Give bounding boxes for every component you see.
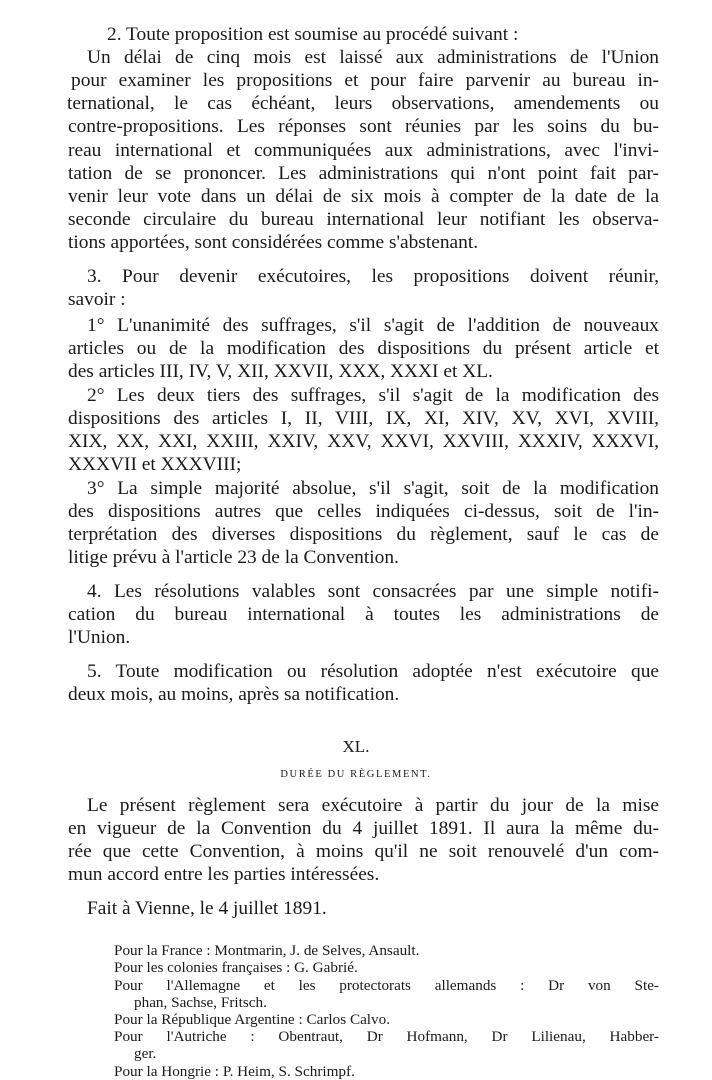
section-title: DURÉE DU RÈGLEMENT. <box>280 769 432 780</box>
text-line: articles ou de la modification des dispositions du présent article et <box>68 338 659 359</box>
text-line: terprétation des diverses dispositions du règlement, sauf le cas de <box>68 524 659 545</box>
text-line: savoir : <box>68 289 126 310</box>
signature-line: Pour la République Argentine : Carlos Calvo. <box>114 1010 391 1028</box>
text-line: litige prévu à l'article 23 de la Convention. <box>68 547 399 568</box>
text-line: ternational, le cas échéant, leurs observations, amendements ou <box>67 93 659 114</box>
text-line: cation du bureau international à toutes les administrations de <box>68 604 659 625</box>
section-number: XL. <box>342 737 370 756</box>
text-line: rée que cette Convention, à moins qu'il ne soit renouvelé d'un com- <box>68 841 659 862</box>
signature-line: Pour les colonies françaises : G. Gabrié. <box>114 959 358 977</box>
text-line: venir leur vote dans un délai de six mois à compter de la date de la <box>68 186 659 207</box>
text-line: seconde circulaire du bureau international leur notifiant les observa- <box>68 209 659 230</box>
text-line: mun accord entre les parties intéressées. <box>68 864 380 885</box>
text-line: des dispositions autres que celles indiquées ci-dessus, soit de l'in- <box>68 501 659 522</box>
text-line: 2° Les deux tiers des suffrages, s'il s'agit de la modification des <box>87 385 659 406</box>
signature-line: Pour la France : Montmarin, J. de Selves, Ansault. <box>114 942 420 960</box>
text-line: XXXVII et XXXVIII; <box>68 454 242 475</box>
text-line: XIX, XX, XXI, XXIII, XXIV, XXV, XXVI, XXVIII, XXXIV, XXXVI, <box>68 431 659 452</box>
signature-line: Pour l'Allemagne et les protectorats allemands : Dr von Ste- <box>114 976 659 994</box>
signature-line: ger. <box>134 1045 157 1063</box>
text-line: en vigueur de la Convention du 4 juillet 1891. Il aura la même du- <box>68 818 659 839</box>
text-line: 2. Toute proposition est soumise au procédé suivant : <box>107 24 519 45</box>
text-line: deux mois, au moins, après sa notification. <box>68 684 400 705</box>
text-line: 5. Toute modification ou résolution adoptée n'est exécutoire que <box>87 661 659 682</box>
text-line: 1° L'unanimité des suffrages, s'il s'agit de l'addition de nouveaux <box>87 315 659 336</box>
text-line: contre-propositions. Les réponses sont réunies par les soins du bu- <box>68 116 659 137</box>
text-line: reau international et communiquées aux administrations, avec l'invi- <box>68 140 659 161</box>
place-date: Fait à Vienne, le 4 juillet 1891. <box>87 898 327 919</box>
signature-line: phan, Sachse, Fritsch. <box>134 993 267 1011</box>
text-line: 3. Pour devenir exécutoires, les propositions doivent réunir, <box>87 266 659 287</box>
text-line: dispositions des articles I, II, VIII, IX, XI, XIV, XV, XVI, XVIII, <box>68 408 659 429</box>
text-line: l'Union. <box>68 627 131 648</box>
text-line: tions apportées, sont considérées comme s'abstenant. <box>68 232 479 253</box>
text-line: 3° La simple majorité absolue, s'il s'agit, soit de la modification <box>87 478 659 499</box>
text-line: Le présent règlement sera exécutoire à partir du jour de la mise <box>87 795 659 816</box>
text-line: 4. Les résolutions valables sont consacrées par une simple notifi- <box>87 581 659 602</box>
text-line: tation de se prononcer. Les administrations qui n'ont point fait par- <box>68 163 659 184</box>
text-line: Un délai de cinq mois est laissé aux administrations de l'Union <box>87 47 659 68</box>
text-line: des articles III, IV, V, XII, XXVII, XXX, XXXI et XL. <box>68 361 493 382</box>
signature-line: Pour l'Autriche : Obentraut, Dr Hofmann, Dr Lilienau, Habber- <box>114 1028 659 1046</box>
signature-line: Pour la Hongrie : P. Heim, S. Schrimpf. <box>114 1062 355 1080</box>
text-line: pour examiner les propositions et pour faire parvenir au bureau in- <box>71 70 659 91</box>
